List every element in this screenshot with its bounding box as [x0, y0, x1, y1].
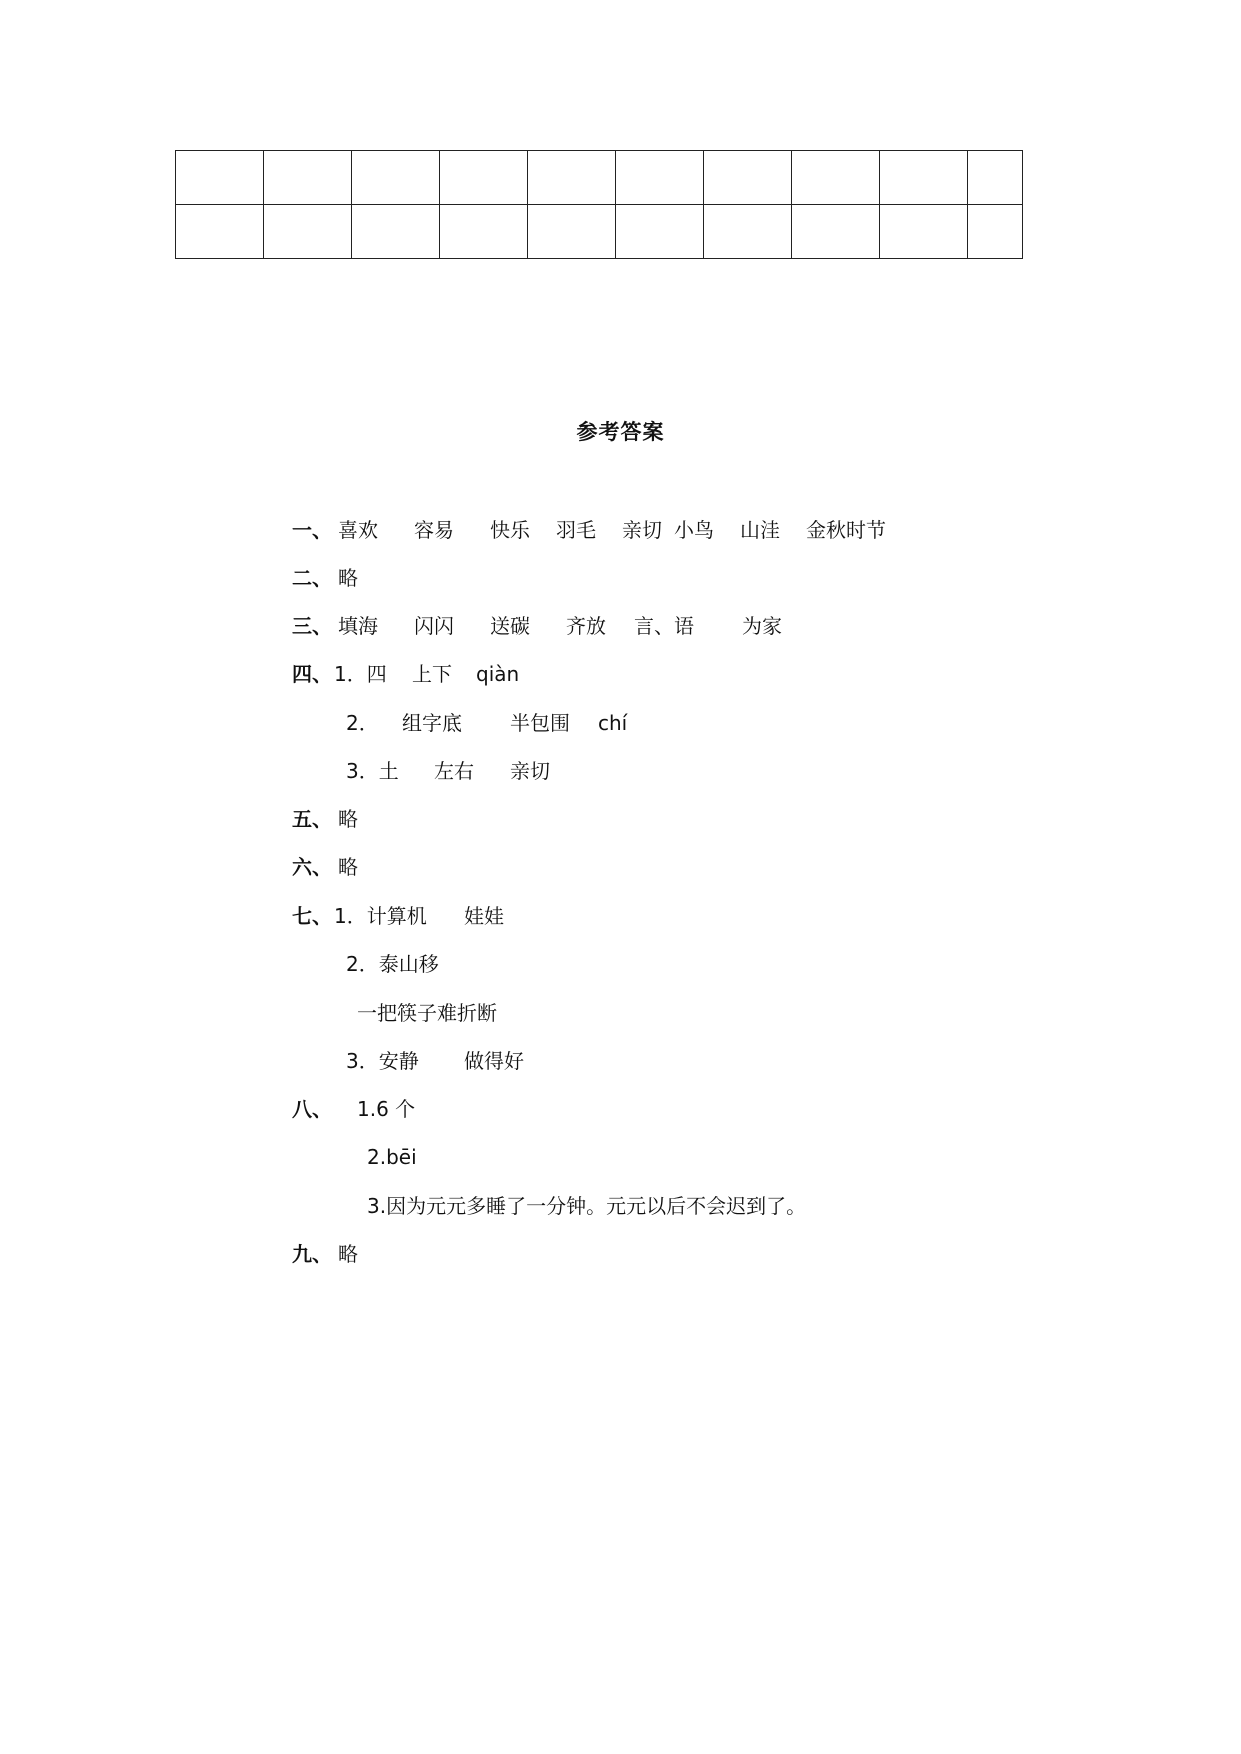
grid-cell — [704, 151, 792, 205]
answer-item: 金秋时节 — [806, 518, 886, 542]
grid-cell — [352, 205, 440, 259]
grid-cell — [880, 151, 968, 205]
answer-text: 3.因为元元多睡了一分钟。元元以后不会迟到了。 — [367, 1194, 807, 1218]
grid-cell — [176, 205, 264, 259]
answer-text: 2.bēi — [367, 1145, 417, 1169]
answer-item: 喜欢 — [338, 518, 378, 542]
page-title: 参考答案 — [576, 420, 665, 444]
grid-cell — [616, 151, 704, 205]
answer-item: 3．土 — [346, 759, 399, 783]
grid-cell — [264, 151, 352, 205]
grid-cell — [528, 151, 616, 205]
answer-5 — [292, 805, 358, 833]
answer-item: 上下 — [412, 662, 452, 686]
grid-row — [176, 205, 1023, 259]
answer-9 — [292, 1240, 358, 1268]
answer-label: 九、 — [292, 1242, 332, 1266]
answer-text: 略 — [338, 807, 358, 831]
answer-item: chí — [598, 711, 628, 735]
answer-item: 半包围 — [510, 711, 570, 735]
grid-cell — [704, 205, 792, 259]
answer-2 — [292, 564, 358, 592]
answer-4 — [292, 660, 519, 688]
answer-7-4 — [346, 1047, 524, 1075]
answer-text: 略 — [338, 855, 358, 879]
grid-cell — [528, 205, 616, 259]
answer-8-3 — [367, 1192, 806, 1220]
grid-cell — [352, 151, 440, 205]
answer-3 — [292, 612, 782, 640]
answer-item: 1．四 — [334, 662, 387, 686]
grid-cell — [440, 205, 528, 259]
answer-7-2 — [346, 950, 439, 978]
answer-label: 三、 — [292, 614, 332, 638]
answer-label: 一、 — [292, 518, 332, 542]
answer-item: 3．安静 — [346, 1049, 419, 1073]
writing-grid — [175, 150, 1023, 259]
answer-text: 一把筷子难折断 — [357, 1001, 497, 1025]
answer-text: 略 — [338, 566, 358, 590]
answer-1 — [292, 516, 886, 544]
grid-cell — [616, 205, 704, 259]
grid-cell — [176, 151, 264, 205]
answer-item: 快乐 — [490, 518, 530, 542]
answer-item: 送碳 — [490, 614, 530, 638]
answer-item: 做得好 — [464, 1049, 524, 1073]
answer-item: 组字底 — [402, 711, 462, 735]
answer-item: 闪闪 — [414, 614, 454, 638]
grid-cell — [264, 205, 352, 259]
answer-label: 八、 — [292, 1097, 332, 1121]
answer-item: 亲切 — [622, 518, 662, 542]
answer-item: 齐放 — [566, 614, 606, 638]
grid-row — [176, 151, 1023, 205]
answer-8-2 — [367, 1143, 417, 1171]
answer-item: 羽毛 — [556, 518, 596, 542]
grid-cell — [440, 151, 528, 205]
answer-label: 二、 — [292, 566, 332, 590]
grid-cell — [792, 205, 880, 259]
answer-item: 小鸟 — [674, 518, 714, 542]
answer-item: 容易 — [414, 518, 454, 542]
answer-item: 亲切 — [510, 759, 550, 783]
answer-label: 七、 — [292, 904, 332, 928]
answer-label: 五、 — [292, 807, 332, 831]
answer-item: 填海 — [338, 614, 378, 638]
answer-text: 1.6 个 — [357, 1097, 416, 1121]
answer-6 — [292, 853, 358, 881]
grid-cell — [880, 205, 968, 259]
answer-7-3 — [357, 999, 497, 1027]
answer-item: 1．计算机 — [334, 904, 427, 928]
answer-item: 山洼 — [740, 518, 780, 542]
answer-label: 四、 — [292, 662, 332, 686]
grid-cell — [968, 205, 1023, 259]
answer-4-2 — [346, 709, 627, 737]
grid-cell — [968, 151, 1023, 205]
answer-7 — [292, 902, 504, 930]
answer-text: 略 — [338, 1242, 358, 1266]
answer-item: 娃娃 — [464, 904, 504, 928]
answer-item: 为家 — [742, 614, 782, 638]
answer-label: 六、 — [292, 855, 332, 879]
answer-item: 2． — [346, 711, 379, 735]
answer-item: 左右 — [434, 759, 474, 783]
grid-cell — [792, 151, 880, 205]
answer-item: 言、语 — [634, 614, 694, 638]
answer-4-3 — [346, 757, 550, 785]
answer-text: 2．泰山移 — [346, 952, 439, 976]
answer-8 — [292, 1095, 415, 1123]
answer-item: qiàn — [476, 662, 520, 686]
